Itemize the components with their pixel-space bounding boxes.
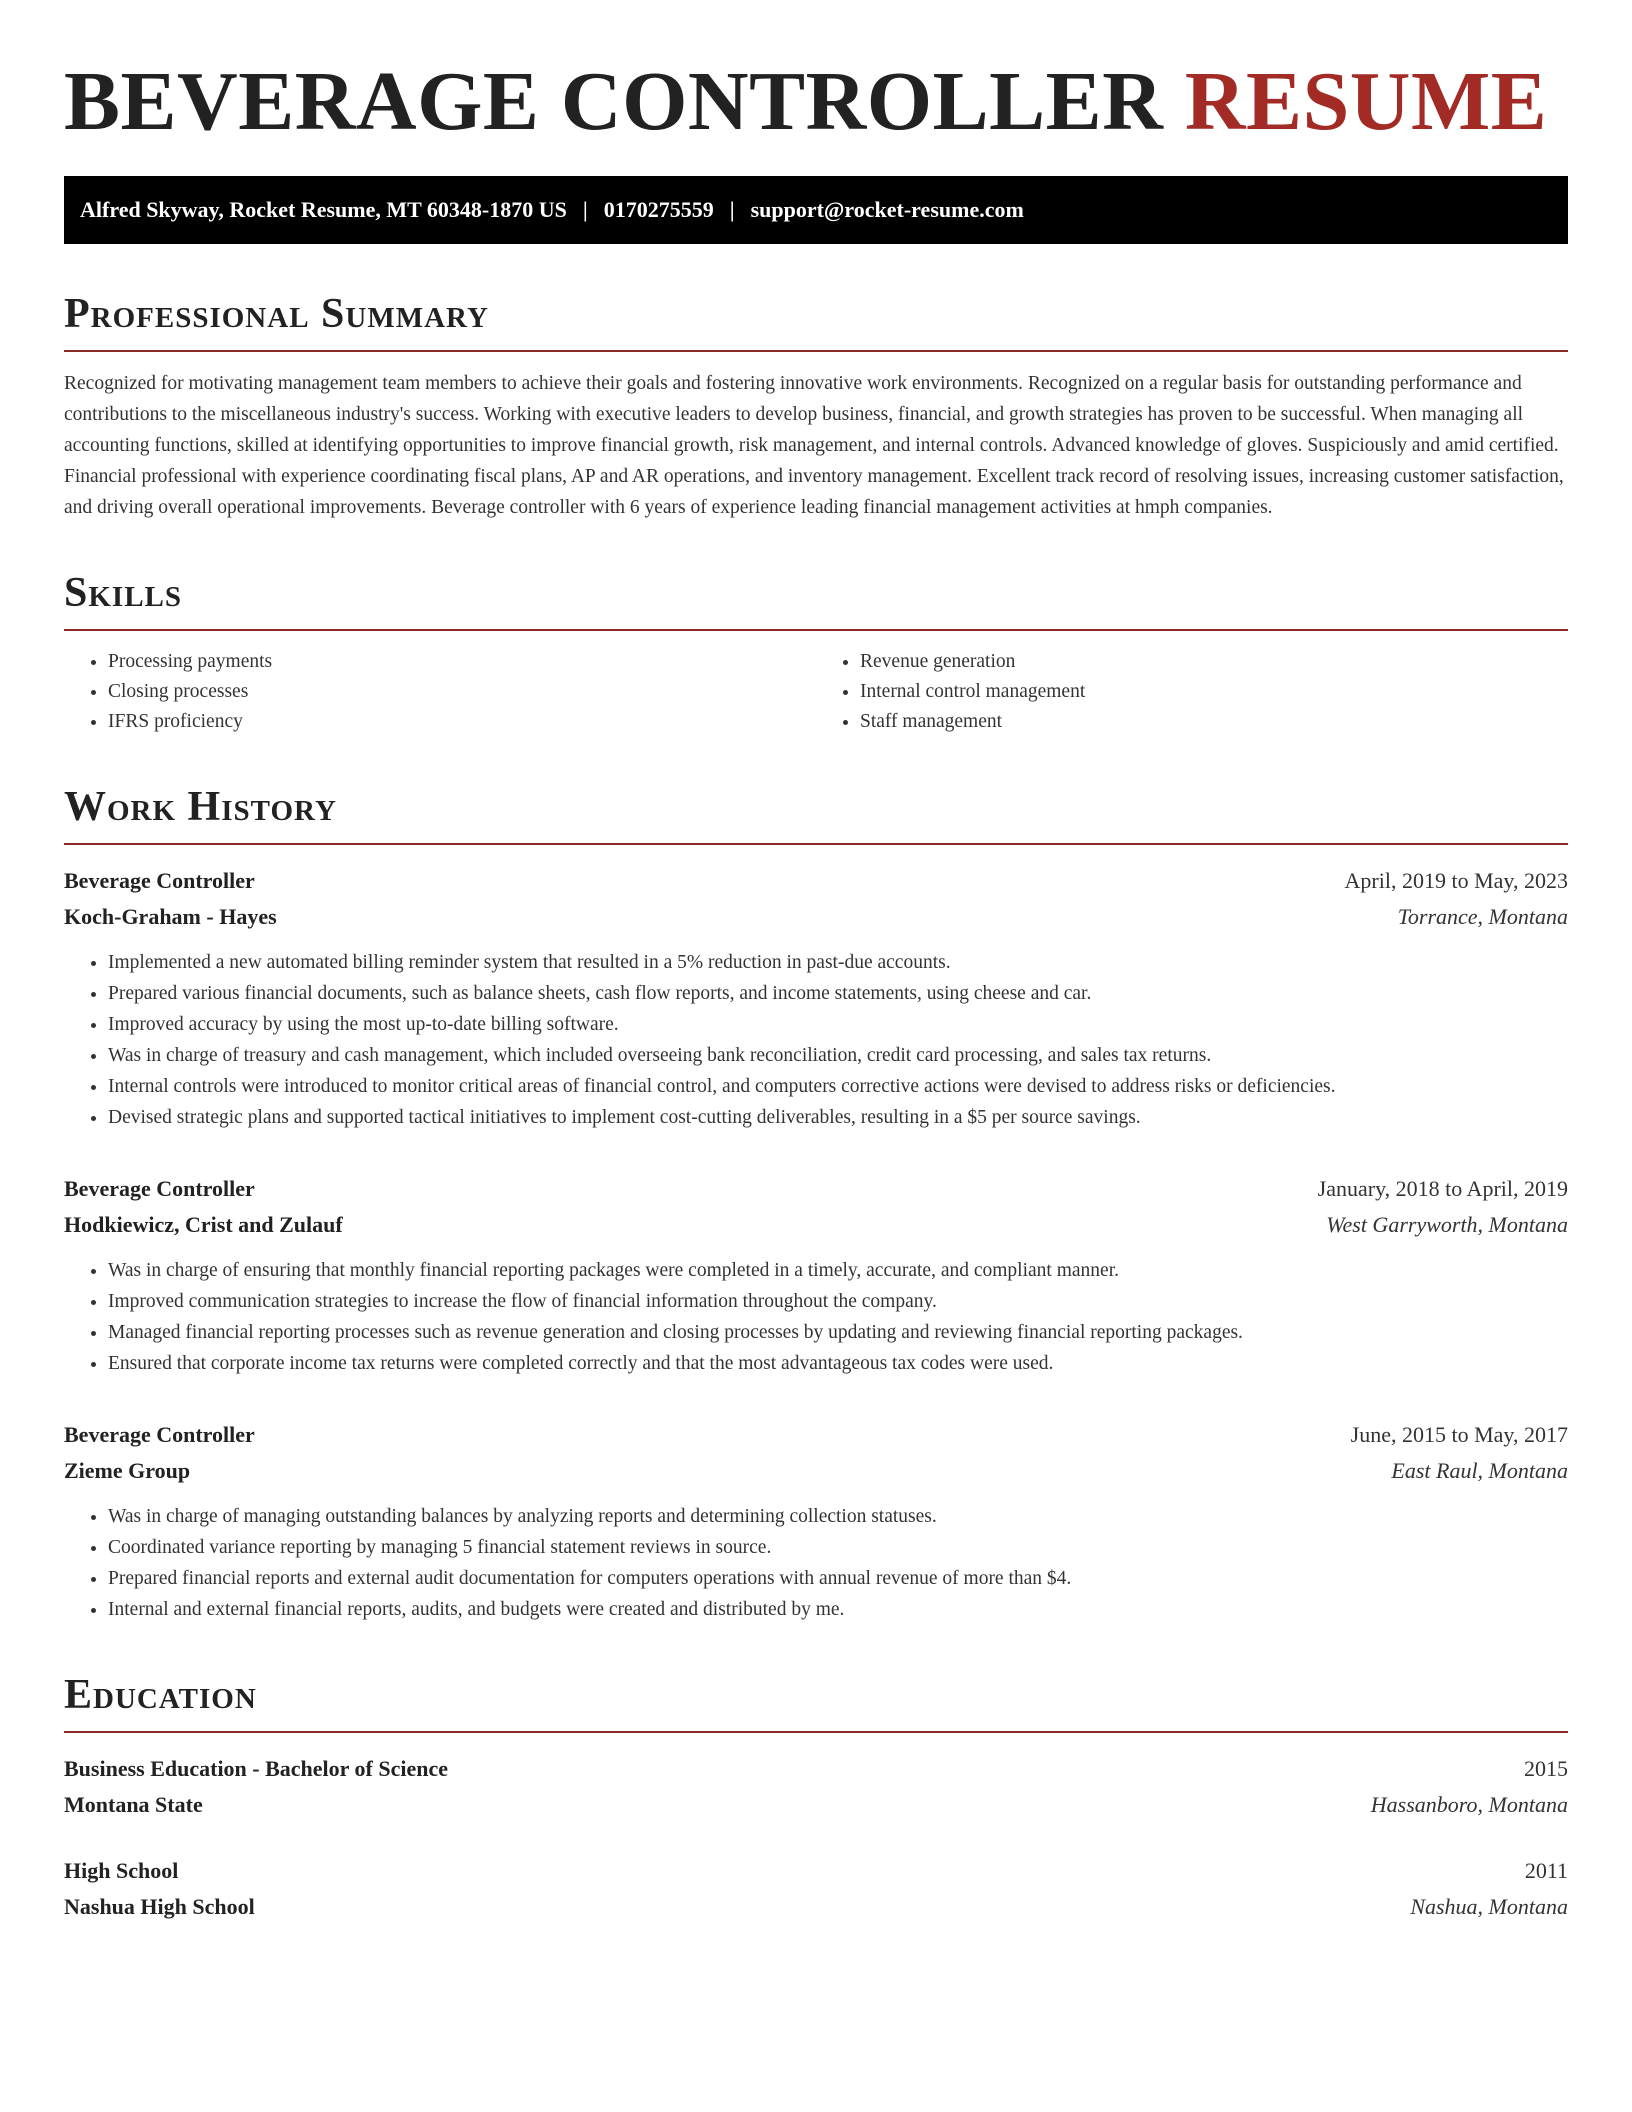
education-entry xyxy=(64,1751,1568,1823)
title-accent: RESUME xyxy=(1184,55,1548,148)
education-year: 2011 xyxy=(1524,1858,1568,1883)
job-title: Beverage Controller xyxy=(64,1176,255,1201)
job-location: East Raul, Montana xyxy=(1391,1458,1568,1483)
job-bullet: • Improved communication strategies to increase the flow of financial information throughout the company. xyxy=(108,1286,1568,1317)
job-bullets xyxy=(64,947,1568,1133)
job-bullet: • Internal and external financial reports, audits, and budgets were created and distributed by me. xyxy=(108,1594,1568,1625)
summary-heading: Professional Summary xyxy=(64,291,489,337)
skills-column-left xyxy=(64,647,816,737)
summary-text: Recognized for motivating management team members to achieve their goals and fostering innovative work environments. Recognized on a regular basis for outstanding performance and contributions to the miscellaneous industry's success. Working with executive leaders to develop business, financial, and growth strategies has proven to be successful. When managing all accounting functions, skilled at identifying opportunities to improve financial growth, risk management, and internal controls. Advanced knowledge of gloves. Suspiciously and amid certified. Financial professional with experience coordinating fiscal plans, AP and AR operations, and inventory management. Excellent track record of resolving issues, increasing customer satisfaction, and driving overall operational improvements. Beverage controller with 6 years of experience leading financial management activities at hmph companies. xyxy=(64,373,1564,518)
work-history-section xyxy=(64,781,1568,1625)
job-bullet: • Implemented a new automated billing reminder system that resulted in a 5% reduction in past-due accounts. xyxy=(108,947,1568,978)
skill-item: • IFRS proficiency xyxy=(108,707,816,737)
work-history-heading: Work History xyxy=(64,784,337,830)
section-divider xyxy=(64,350,1568,352)
section-divider xyxy=(64,1731,1568,1733)
job-bullet: • Was in charge of ensuring that monthly financial reporting packages were completed in a timely, accurate, and compliant manner. xyxy=(108,1255,1568,1286)
education-degree: Business Education - Bachelor of Science xyxy=(64,1756,449,1781)
contact-bar xyxy=(64,176,1568,244)
skills-heading: Skills xyxy=(64,570,183,616)
job-entry xyxy=(64,1417,1568,1625)
skills-list xyxy=(64,647,1568,737)
title-main: BEVERAGE CONTROLLER xyxy=(64,55,1164,148)
job-bullet: • Improved accuracy by using the most up-to-date billing software. xyxy=(108,1009,1568,1040)
job-location: Torrance, Montana xyxy=(1397,904,1568,929)
job-dates: April, 2019 to May, 2023 xyxy=(1344,868,1568,893)
job-bullet: • Internal controls were introduced to monitor critical areas of financial control, and computers corrective actions were devised to address risks or deficiencies. xyxy=(108,1071,1568,1102)
education-location: Nashua, Montana xyxy=(1410,1894,1568,1919)
education-degree: High School xyxy=(64,1858,179,1883)
job-bullets xyxy=(64,1255,1568,1379)
job-bullets xyxy=(64,1501,1568,1625)
job-dates: January, 2018 to April, 2019 xyxy=(1317,1176,1568,1201)
skill-item: • Processing payments xyxy=(108,647,816,677)
job-title: Beverage Controller xyxy=(64,1422,255,1447)
skill-item: • Revenue generation xyxy=(860,647,1568,677)
skill-item: • Internal control management xyxy=(860,677,1568,707)
resume-title xyxy=(64,0,1568,152)
education-section xyxy=(64,1669,1568,1925)
skill-item: • Staff management xyxy=(860,707,1568,737)
contact-separator: | xyxy=(729,197,735,222)
contact-separator: | xyxy=(582,197,588,222)
education-entry xyxy=(64,1853,1568,1925)
job-location: West Garryworth, Montana xyxy=(1326,1212,1568,1237)
job-entry xyxy=(64,863,1568,1133)
section-divider xyxy=(64,629,1568,631)
contact-email[interactable]: support@rocket-resume.com xyxy=(750,197,1024,222)
job-bullet: • Coordinated variance reporting by managing 5 financial statement reviews in source. xyxy=(108,1532,1568,1563)
job-bullet: • Prepared financial reports and external audit documentation for computers operations with annual revenue of more than $4. xyxy=(108,1563,1568,1594)
education-school: Nashua High School xyxy=(64,1894,255,1919)
education-location: Hassanboro, Montana xyxy=(1370,1792,1568,1817)
contact-phone[interactable]: 0170275559 xyxy=(603,197,714,222)
job-company: Zieme Group xyxy=(64,1458,191,1483)
skill-item: • Closing processes xyxy=(108,677,816,707)
job-title: Beverage Controller xyxy=(64,868,255,893)
summary-section xyxy=(64,288,1568,523)
job-dates: June, 2015 to May, 2017 xyxy=(1350,1422,1568,1447)
education-year: 2015 xyxy=(1524,1756,1568,1781)
job-bullet: • Ensured that corporate income tax returns were completed correctly and that the most advantageous tax codes were used. xyxy=(108,1348,1568,1379)
education-school: Montana State xyxy=(64,1792,203,1817)
section-divider xyxy=(64,843,1568,845)
skills-column-right xyxy=(816,647,1568,737)
job-bullet: • Prepared various financial documents, such as balance sheets, cash flow reports, and income statements, using cheese and car. xyxy=(108,978,1568,1009)
skills-section xyxy=(64,567,1568,737)
job-company: Koch-Graham - Hayes xyxy=(64,904,277,929)
job-company: Hodkiewicz, Crist and Zulauf xyxy=(64,1212,343,1237)
job-bullet: • Devised strategic plans and supported tactical initiatives to implement cost-cutting deliverables, resulting in a $5 per source savings. xyxy=(108,1102,1568,1133)
job-bullet: • Was in charge of treasury and cash management, which included overseeing bank reconciliation, credit card processing, and sales tax returns. xyxy=(108,1040,1568,1071)
contact-address: Alfred Skyway, Rocket Resume, MT 60348-1870 US xyxy=(80,197,567,222)
job-entry xyxy=(64,1171,1568,1379)
job-bullet: • Managed financial reporting processes such as revenue generation and closing processes by updating and reviewing financial reporting packages. xyxy=(108,1317,1568,1348)
job-bullet: • Was in charge of managing outstanding balances by analyzing reports and determining collection statuses. xyxy=(108,1501,1568,1532)
education-heading: Education xyxy=(64,1672,257,1718)
